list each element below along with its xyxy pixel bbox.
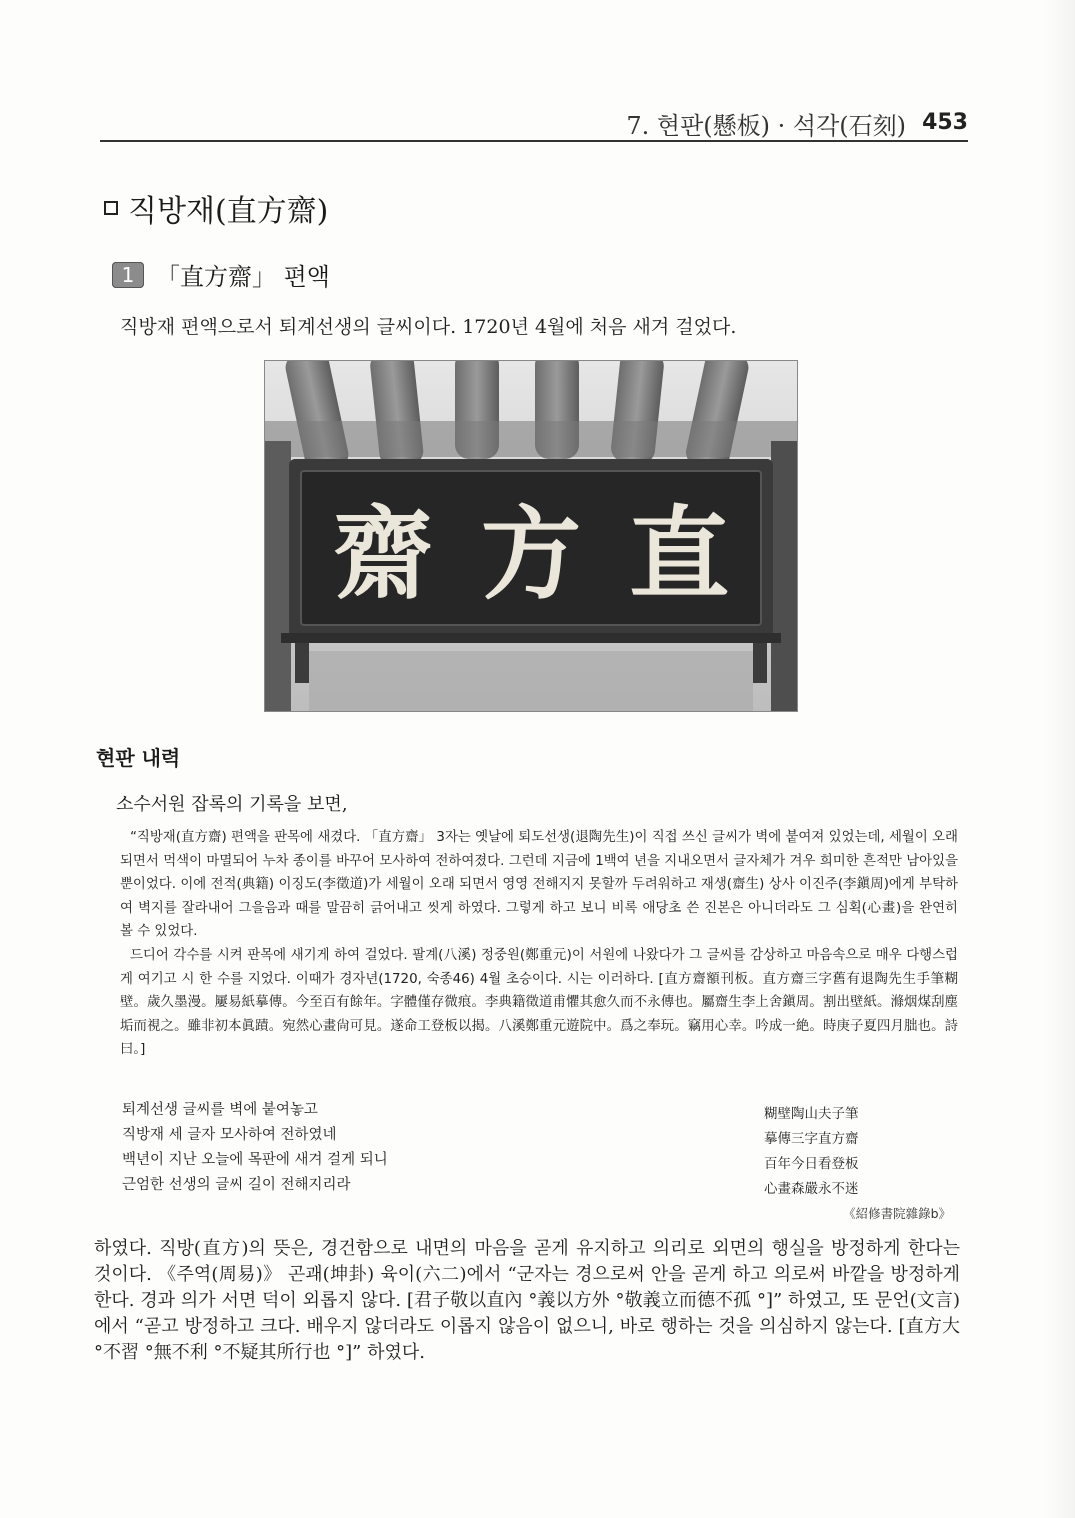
scan-edge	[1043, 0, 1075, 1518]
running-header	[100, 104, 968, 142]
poem-korean-line: 퇴계선생 글씨를 벽에 붙여놓고	[122, 1102, 318, 1118]
number-badge: 1	[112, 262, 144, 288]
intro-text: 직방재 편액으로서 퇴계선생의 글씨이다. 1720년 4월에 처음 새겨 걸었다.	[120, 316, 737, 338]
closing-paragraph	[94, 1236, 960, 1366]
quote-block	[120, 826, 958, 1062]
poem-chinese-line: 糊壁陶山夫子筆	[764, 1106, 859, 1122]
section-title	[104, 186, 328, 230]
chapter-title: 7. 현판(懸板) · 석각(石刻)	[626, 112, 906, 140]
poem-chinese-line: 摹傳三字直方齋	[764, 1131, 859, 1147]
page-number: 453	[922, 110, 968, 135]
section-title-text: 직방재(直方齋)	[128, 194, 329, 229]
quote-paragraph-2: 드디어 각수를 시켜 판목에 새기게 하여 걸었다. 팔계(八溪) 정중원(鄭重元)이 서원에 나왔다가 그 글씨를 감상하고 마음속으로 매우 다행스럽게 여기고 시 한 수를 지었다. 이때가 경자년(1720, 숙종46) 4월 초승이다. 시는 이러하다. [直方齋額刊板。直方齋三字舊有退陶先生手筆糊壁。歲久墨漫。屢易紙摹傳。今至百有餘年。字體僅存微痕。李典籍徵道甫懼其愈久而不永傳也。屬齋生李上舍鎭周。割出壁紙。滌烟煤刮塵垢而視之。雖非初本眞蹟。宛然心畫尙可見。遂命工登板以揭。八溪鄭重元遊院中。爲之奉玩。竊用心幸。吟成一絶。時庚子夏四月朏也。詩曰。]	[120, 947, 958, 1058]
poem-chinese-line: 心畫森嚴永不迷	[764, 1181, 859, 1197]
history-lead: 소수서원 잡록의 기록을 보면,	[116, 794, 348, 815]
plaque-char-3: 直	[629, 495, 729, 613]
plaque-char-1: 齋	[333, 495, 433, 613]
subsection-title	[112, 257, 330, 292]
plaque-photo-graphic	[265, 361, 797, 711]
poem-korean-line: 근엄한 선생의 글씨 길이 전해지리라	[122, 1177, 351, 1193]
closing-text: 하였다. 직방(直方)의 뜻은, 경건함으로 내면의 마음을 곧게 유지하고 의리로 외면의 행실을 방정하게 한다는 것이다. 《주역(周易)》 곤괘(坤卦) 육이(六二)에서 “군자는 경으로써 안을 곧게 하고 의로써 바깥을 방정하게 한다. 경과 의가 서면 덕이 외롭지 않다. [君子敬以直內 °義以方外 °敬義立而德不孤 °]” 하였고, 또 문언(文言)에서 “곧고 방정하고 크다. 배우지 않더라도 이롭지 않음이 없으니, 바로 행하는 것을 의심하지 않는다. [直方大 °不習 °無不利 °不疑其所行也 °]” 하였다.	[94, 1238, 960, 1363]
square-bullet-icon	[104, 201, 118, 215]
history-heading: 현판 내력	[96, 746, 181, 770]
poem-chinese	[764, 1102, 859, 1202]
poem-korean-line: 백년이 지난 오늘에 목판에 새겨 걸게 되니	[122, 1152, 388, 1168]
poem-chinese-line: 百年今日看登板	[764, 1156, 859, 1172]
subsection-title-text: 「直方齋」 편액	[156, 263, 330, 291]
poem-korean	[122, 1098, 388, 1198]
plaque-photo	[264, 360, 798, 712]
poem-korean-line: 직방재 세 글자 모사하여 전하였네	[122, 1127, 337, 1143]
quote-paragraph-1: “직방재(直方齋) 편액을 판목에 새겼다. 「直方齋」 3자는 옛날에 퇴도선생(退陶先生)이 직접 쓰신 글씨가 벽에 붙여져 있었는데, 세월이 오래 되면서 먹색이 마멸되어 누차 종이를 바꾸어 모사하여 전하여졌다. 그런데 지금에 1백여 년을 지내오면서 글자체가 겨우 희미한 흔적만 남아있을 뿐이었다. 이에 전적(典籍) 이징도(李徵道)가 세월이 오래 되면서 영영 전해지지 못할까 두려워하고 재생(齋生) 상사 이진주(李鎭周)에게 부탁하여 벽지를 잘라내어 그을음과 때를 말끔히 긁어내고 씻게 하였다. 그렇게 하고 보니 비록 애당초 쓴 진본은 아니더라도 그 심획(心畫)을 완연히 볼 수 있었다.	[120, 830, 958, 940]
poem-source: 《紹修書院雜錄b》	[843, 1206, 951, 1221]
plaque-char-2: 方	[481, 495, 581, 613]
